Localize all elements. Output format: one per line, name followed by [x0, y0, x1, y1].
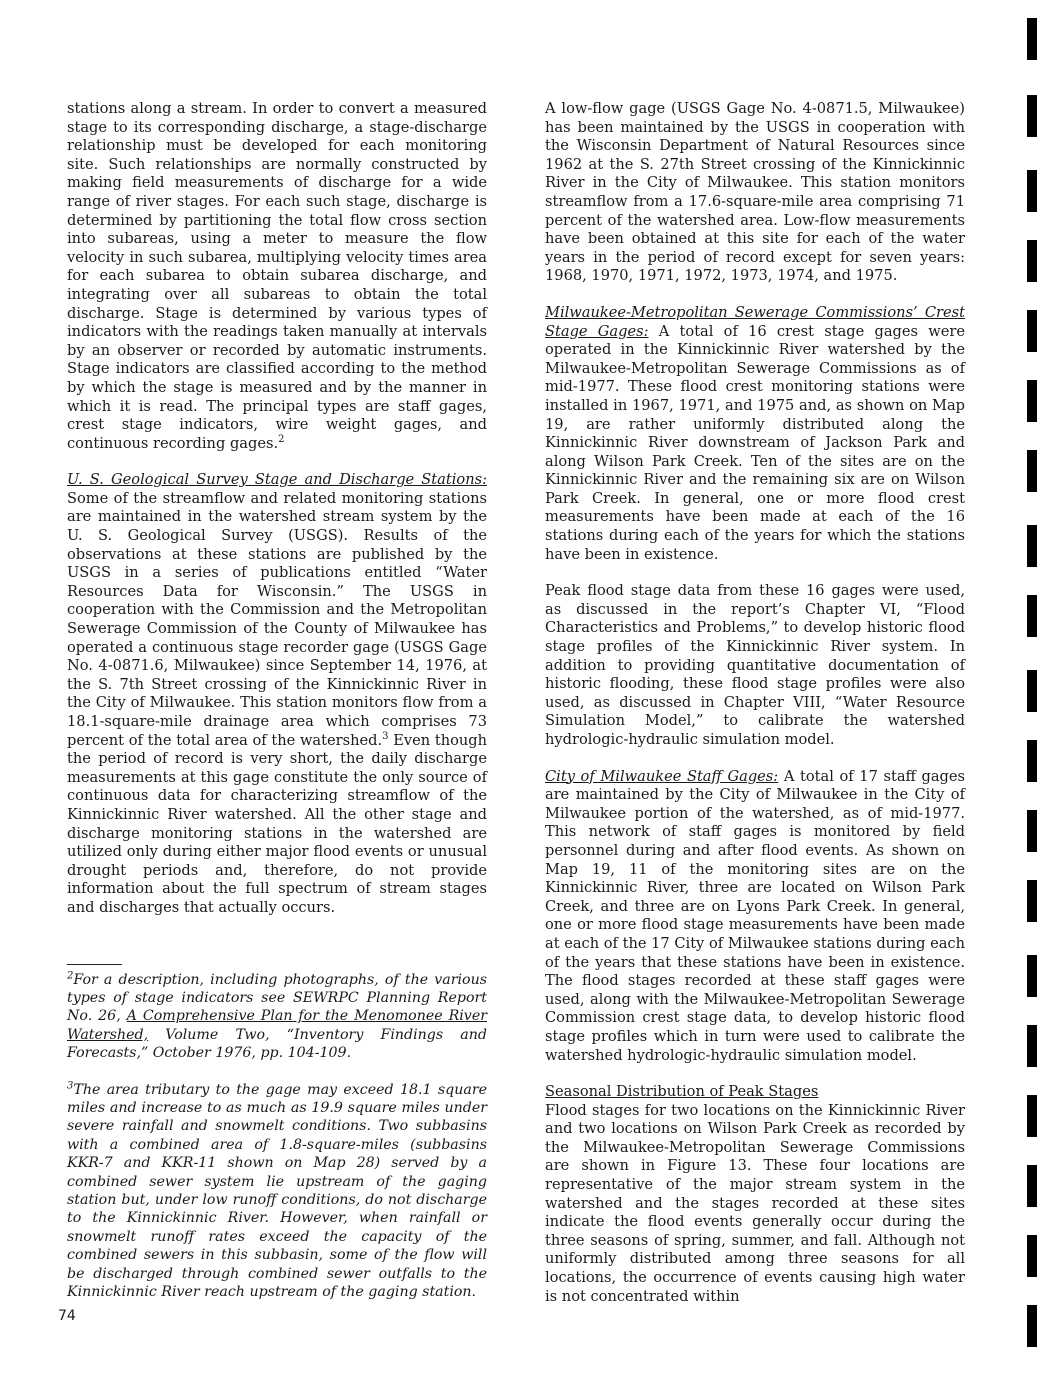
edge-mark	[1027, 670, 1037, 712]
edge-mark	[1027, 880, 1037, 922]
edge-mark	[1027, 740, 1037, 782]
edge-mark	[1027, 955, 1037, 997]
page-number: 74	[58, 1308, 76, 1324]
seasonal-heading: Seasonal Distribution of Peak Stages	[545, 1083, 819, 1101]
edge-mark	[1027, 95, 1037, 137]
seasonal-section: Seasonal Distribution of Peak Stages Flood stages for two locations on the Kinnickinnic River and two locations on Wilson Park Creek as recorded by the Milwaukee-Metropolitan Sewerage Commissions are shown in Figure 13. These four locations are representative of the major stream system in the watershed and the stages recorded at these sites indicate the flood events generally occur during the three seasons of spring, summer, and fall. Although not uniformly distributed among three seasons for all locations, the occurrence of events causing high water is not concentrated within	[545, 1083, 965, 1305]
left-column	[67, 100, 487, 1319]
edge-mark	[1027, 810, 1037, 852]
usgs-section: U. S. Geological Survey Stage and Discharge Stations: Some of the streamflow and related monitoring stations are maintained in the watershed stream system by the U. S. Geological Survey (USGS). Results of the observations at these stations are published by the USGS in a series of publications entitled “Water Resources Data for Wisconsin.” The USGS in cooperation with the Commission and the Metropolitan Sewerage Commission of the County of Milwaukee has operated a continuous stage recorder gage (USGS Gage No. 4-0871.6, Milwaukee) since September 14, 1976, at the S. 7th Street crossing of the Kinnickinnic River in the City of Milwaukee. This station monitors flow from a 18.1-square-mile drainage area which comprises 73 percent of the total area of the watershed.$^3$ Even though the period of record is very short, the daily discharge measurements at this gage constitute the only source of continuous data for characterizing streamflow of the Kinnickinnic River watershed. All the other stage and discharge monitoring stations in the watershed are utilized only during either major flood events or unusual drought periods and, therefore, do not provide information about the full spectrum of stream stages and discharges that actually occurs.	[67, 471, 488, 916]
city-section: City of Milwaukee Staff Gages: A total of 17 staff gages are maintained by the City of Milwaukee in the City of Milwaukee portion of the watershed, as of mid-1977. This network of staff gages is monitored by field personnel during and after flood events. As shown on Map 19, 11 of the monitoring sites are on the Kinnickinnic River, three are located on Wilson Park Creek, and three are on Lyons Park Creek. In general, one or more flood stage measurements have been made at each of the 17 City of Milwaukee stations during each of the years that these stations have been in existence. The flood stages recorded at these staff gages were used, along with the Milwaukee-Metropolitan Sewerage Commission crest stage data, to develop historic flood stage profiles which in turn were used to calibrate the watershed hydrologic-hydraulic simulation model.	[545, 767, 966, 1064]
edge-mark	[1027, 170, 1037, 212]
edge-mark	[1027, 310, 1037, 352]
footnote-3: $^3$The area tributary to the gage may exceed 18.1 square miles and increase to as much as 19.9 square miles under severe rainfall and snowmelt conditions. Two subbasins with a combined area of 1.8-square-miles (subbasins KKR-7 and KKR-11 shown on Map 28) served by a combined sewer system lie upstream of the gaging station but, under low runoff conditions, do not discharge to the Kinnickinnic River. However, when rainfall or snowmelt runoff rates exceed the capacity of the combined sewers in this subbasin, some of the flow will be discharged through combined sewer outfalls to the Kinnickinnic River reach upstream of the gaging station.	[67, 1079, 487, 1301]
right-column	[545, 100, 965, 1324]
footnote-2-title: A Comprehensive Plan for the Menomonee River Watershed,	[67, 1008, 487, 1043]
edge-mark	[1027, 1305, 1037, 1347]
footnote-2: $^2$For a description, including photographs, of the various types of stage indicators see SEWRPC Planning Report No. 26, A Comprehensive Plan for the Menomonee River Watershed, Volume Two, “Inventory Findings and Forecasts,” October 1976, pp. 104-109.	[67, 969, 487, 1062]
footnote-divider	[67, 964, 122, 965]
edge-mark	[1027, 1095, 1037, 1137]
edge-mark	[1027, 525, 1037, 567]
edge-mark	[1027, 1025, 1037, 1067]
mmsc-heading: Milwaukee-Metropolitan Sewerage Commissions’ Crest Stage Gages:	[545, 303, 965, 340]
edge-mark	[1027, 1165, 1037, 1207]
intro-paragraph: stations along a stream. In order to convert a measured stage to its corresponding discharge, a stage-discharge relationship must be developed for each monitoring site. Such relationships are normally constructed by making field measurements of discharge for a wide range of river stages. For each such stage, discharge is determined by partitioning the total flow cross section into subareas, using a meter to measure the flow velocity in such subarea, multiplying velocity times area for each subarea to obtain subarea discharge, and integrating over all subareas to obtain the total discharge. Stage is determined by various types of indicators with the readings taken manually at intervals by an observer or recorded by automatic instruments. Stage indicators are classified according to the method by which the stage is measured and by the manner in which it is read. The principal types are staff gages, crest stage indicators, wire weight gages, and continuous recording gages.$^2$	[67, 100, 487, 452]
footnote-ref-3[interactable]: 3	[382, 730, 389, 742]
peak-flood-paragraph: Peak flood stage data from these 16 gages were used, as discussed in the report’s Chapter VI, “Flood Characteristics and Problems,” to develop historic flood stage profiles of the Kinnickinnic River system. In addition to providing quantitative documentation of historic flooding, these flood stage profiles were also used, as discussed in Chapter VIII, “Water Resource Simulation Model,” to calibrate the watershed hydrologic-hydraulic simulation model.	[545, 582, 965, 748]
low-flow-paragraph: A low-flow gage (USGS Gage No. 4-0871.5, Milwaukee) has been maintained by the USGS in cooperation with the Wisconsin Department of Natural Resources since 1962 at the S. 27th Street crossing of the Kinnickinnic River in the City of Milwaukee. This station monitors streamflow from a 17.6-square-mile area comprising 71 percent of the watershed area. Low-flow measurements have been obtained at this site for each of the water years in the period of record except for seven years: 1968, 1970, 1971, 1972, 1973, 1974, and 1975.	[545, 100, 965, 285]
edge-mark	[1027, 1235, 1037, 1277]
edge-mark	[1027, 450, 1037, 492]
edge-mark	[1027, 380, 1037, 422]
edge-mark	[1027, 595, 1037, 637]
edge-mark	[1027, 240, 1037, 282]
city-heading: City of Milwaukee Staff Gages:	[545, 767, 779, 785]
footnote-ref-2[interactable]: 2	[278, 433, 285, 445]
mmsc-section: Milwaukee-Metropolitan Sewerage Commissions’ Crest Stage Gages: A total of 16 crest stage gages were operated in the Kinnickinnic River watershed by the Milwaukee-Metropolitan Sewerage Commissions as of mid-1977. These flood crest monitoring stations were installed in 1967, 1971, and 1975 and, as shown on Map 19, are rather uniformly distributed along the Kinnickinnic River downstream of Jackson Park and along Wilson Park Creek. Ten of the sites are on the Kinnickinnic River and the remaining six are on Wilson Park Creek. In general, one or more flood crest measurements have been made at each of the 16 stations during each of the years for which the stations have been in existence.	[545, 303, 965, 563]
usgs-heading: U. S. Geological Survey Stage and Discharge Stations:	[67, 471, 487, 489]
edge-mark	[1027, 18, 1037, 60]
